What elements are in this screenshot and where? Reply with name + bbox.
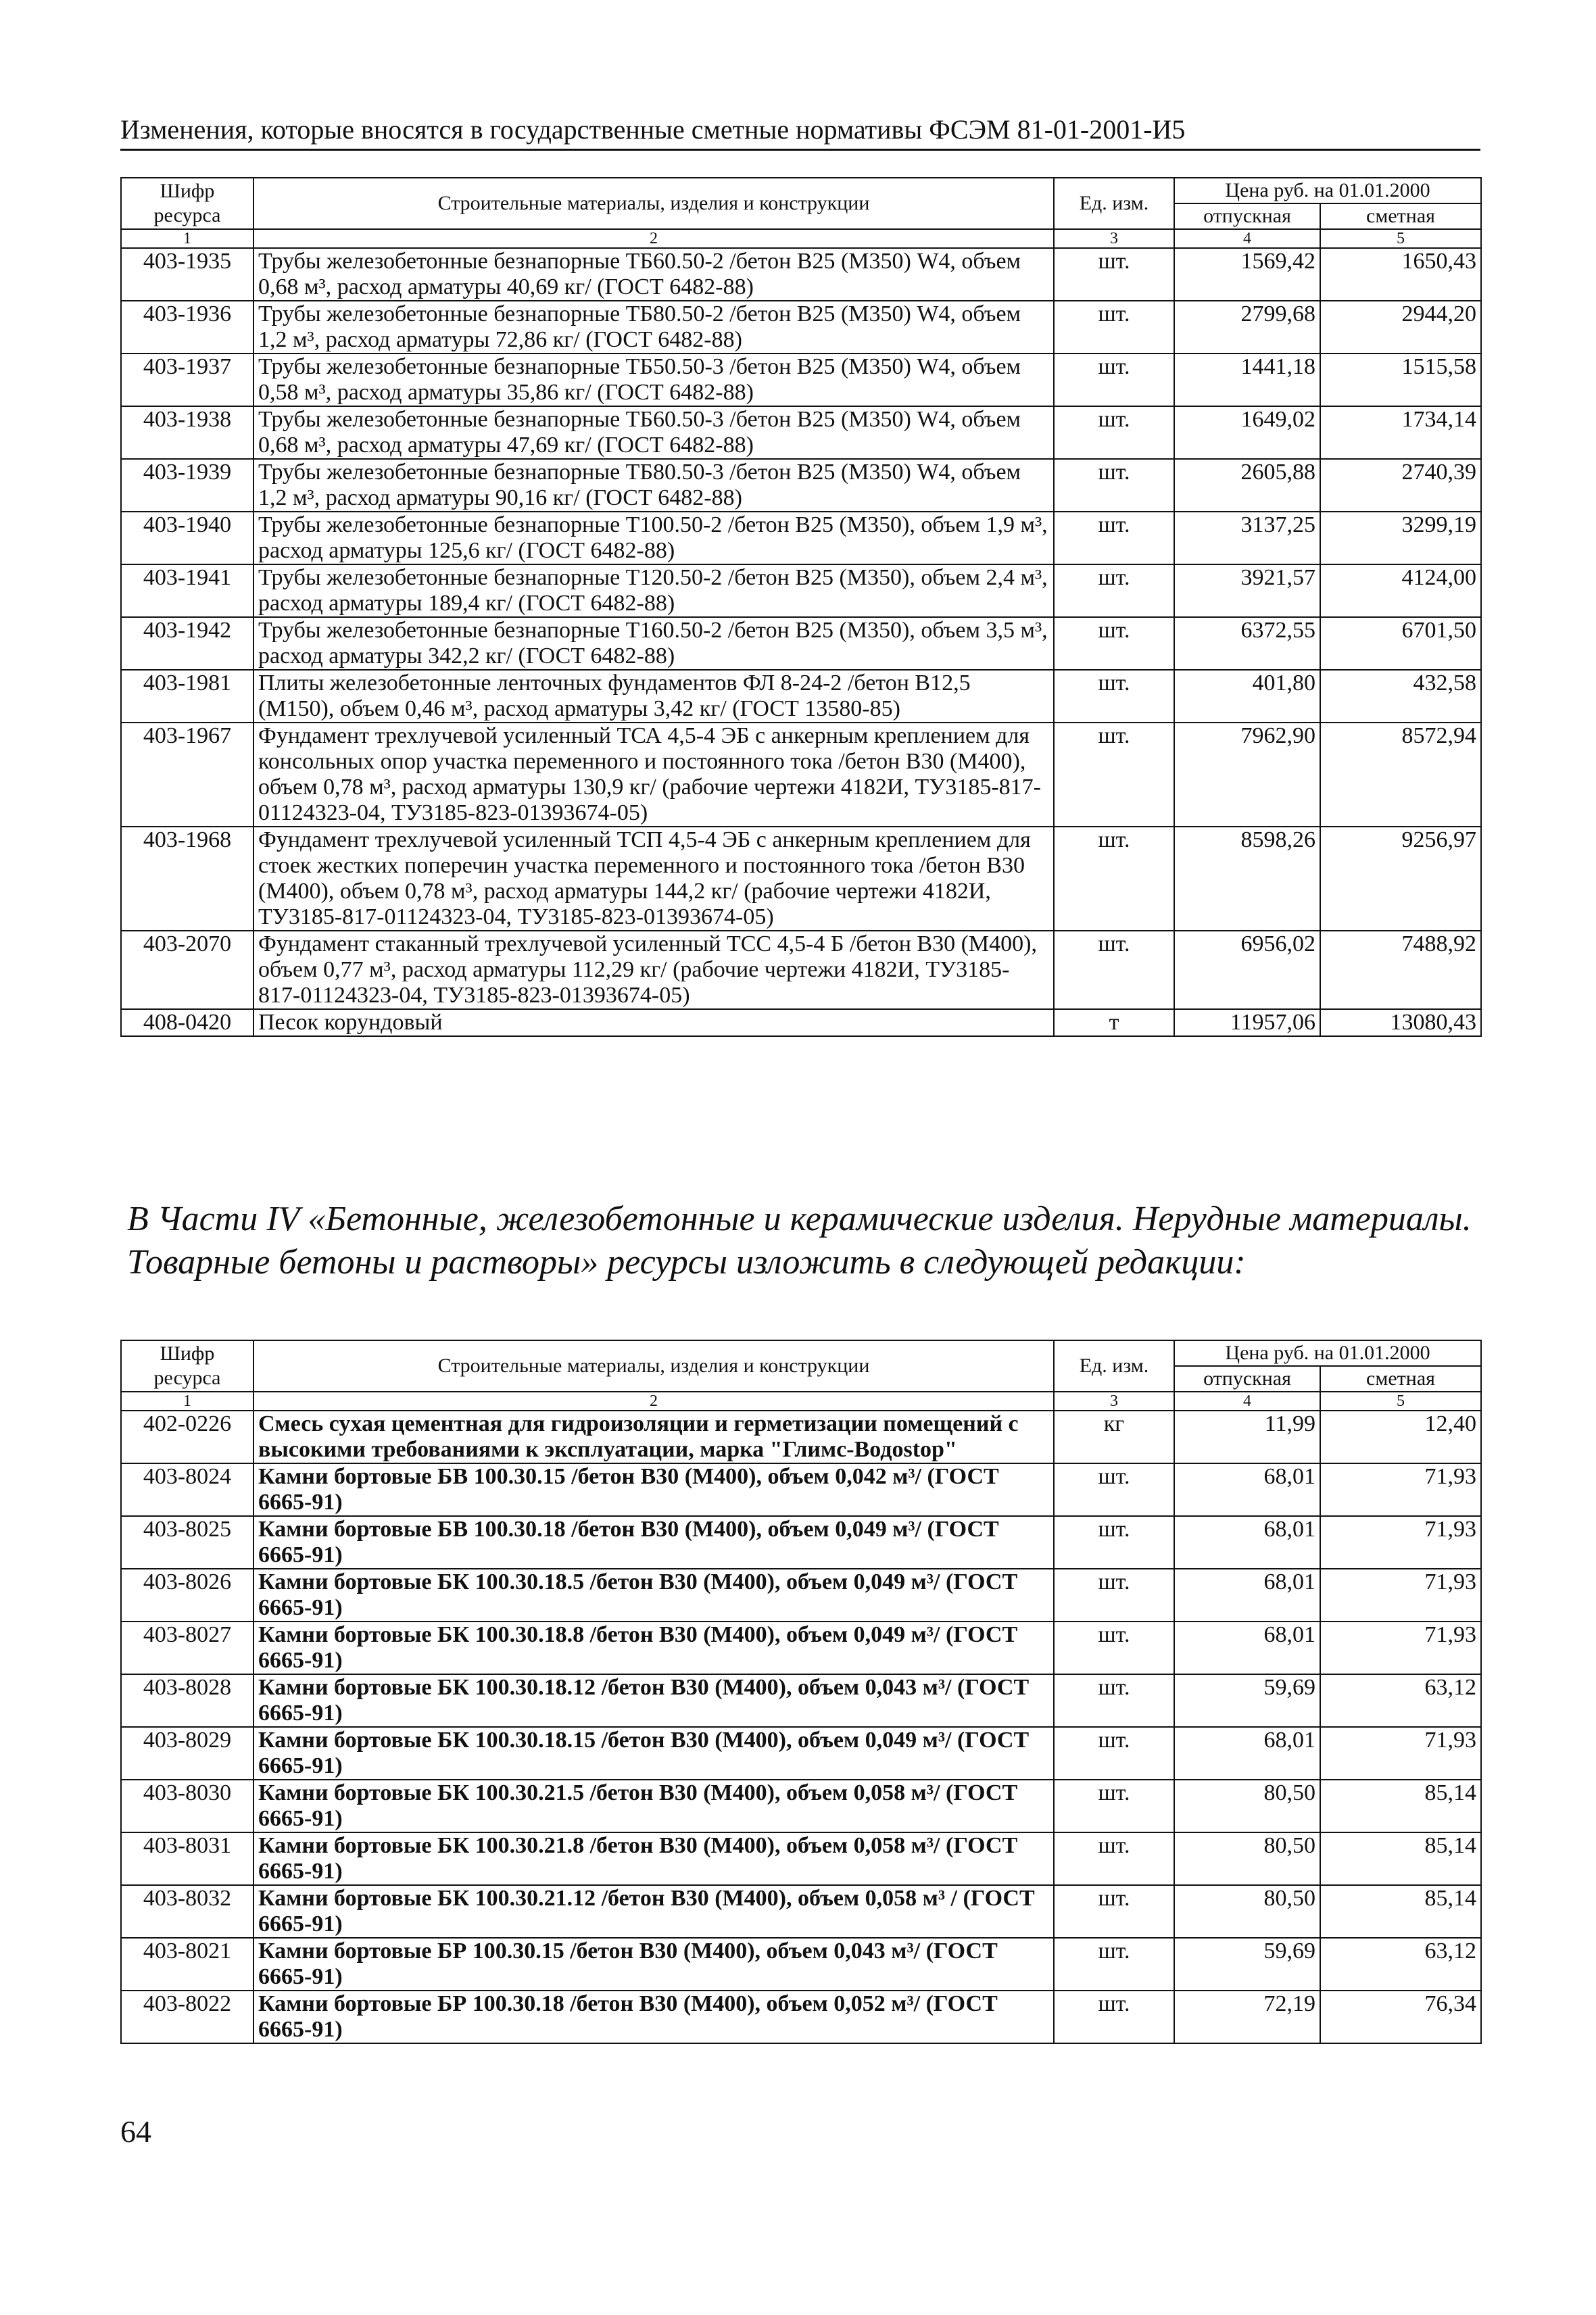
resource-code: 403-8026: [121, 1569, 253, 1622]
resource-unit: шт.: [1054, 1463, 1174, 1516]
resource-code: 403-8028: [121, 1674, 253, 1727]
estimate-price: 71,93: [1320, 1463, 1481, 1516]
release-price: 2799,68: [1174, 301, 1320, 354]
release-price: 68,01: [1174, 1569, 1320, 1622]
resource-table-1: [120, 177, 1482, 1037]
table-row: [121, 512, 1481, 564]
table-row: [121, 723, 1481, 827]
resource-name: Трубы железобетонные безнапорные ТБ50.50-3 /бетон В25 (М350) W4, объем 0,58 м³, расход арматуры 35,86 кг/ (ГОСТ 6482-88): [253, 354, 1054, 406]
resource-name: Камни бортовые БК 100.30.18.8 /бетон В30 (М400), объем 0,049 м³/ (ГОСТ 6665-91): [253, 1622, 1054, 1674]
release-price: 68,01: [1174, 1516, 1320, 1569]
page-header: Изменения, которые вносятся в государственные сметные нормативы ФСЭМ 81-01-2001-И5: [120, 114, 1480, 151]
release-price: 72,19: [1174, 1991, 1320, 2043]
resource-code: 408-0420: [121, 1009, 253, 1036]
table-row: [121, 670, 1481, 723]
table-row: [121, 827, 1481, 931]
estimate-price: 13080,43: [1320, 1009, 1481, 1036]
col-number: 4: [1174, 1392, 1320, 1411]
estimate-price: 6701,50: [1320, 617, 1481, 670]
resource-unit: шт.: [1054, 1938, 1174, 1991]
table-row: [121, 931, 1481, 1009]
col-code-header: Шифр ресурса: [121, 1340, 253, 1392]
resource-name: Камни бортовые БК 100.30.18.5 /бетон В30 (М400), объем 0,049 м³/ (ГОСТ 6665-91): [253, 1569, 1054, 1622]
release-price: 2605,88: [1174, 459, 1320, 512]
resource-code: 403-2070: [121, 931, 253, 1009]
estimate-price: 76,34: [1320, 1991, 1481, 2043]
resource-code: 403-1981: [121, 670, 253, 723]
resource-unit: шт.: [1054, 512, 1174, 564]
resource-unit: т: [1054, 1009, 1174, 1036]
estimate-price: 7488,92: [1320, 931, 1481, 1009]
release-price: 401,80: [1174, 670, 1320, 723]
estimate-price: 71,93: [1320, 1727, 1481, 1780]
resource-name: Камни бортовые БК 100.30.18.15 /бетон В30 (М400), объем 0,049 м³/ (ГОСТ 6665-91): [253, 1727, 1054, 1780]
estimate-price: 71,93: [1320, 1516, 1481, 1569]
resource-unit: шт.: [1054, 564, 1174, 617]
resource-unit: шт.: [1054, 931, 1174, 1009]
table-row: [121, 354, 1481, 406]
resource-name: Фундамент трехлучевой усиленный ТСА 4,5-4 ЭБ с анкерным креплением для консольных опор участка переменного и постоянного тока /бетон В30 (М400), объем 0,78 м³, расход арматуры 130,9 кг/ (рабочие чертежи 4182И, ТУ3185-817-01124323-04, ТУ3185-823-01393674-05): [253, 723, 1054, 827]
col-estimate-header: сметная: [1320, 203, 1481, 229]
resource-code: 403-1936: [121, 301, 253, 354]
table-row: [121, 564, 1481, 617]
resource-code: 403-8021: [121, 1938, 253, 1991]
release-price: 59,69: [1174, 1674, 1320, 1727]
release-price: 7962,90: [1174, 723, 1320, 827]
resource-name: Камни бортовые БК 100.30.21.12 /бетон В30 (М400), объем 0,058 м³ / (ГОСТ 6665-91): [253, 1885, 1054, 1938]
resource-table-2: [120, 1340, 1482, 2044]
resource-unit: шт.: [1054, 1569, 1174, 1622]
table-row: [121, 1780, 1481, 1832]
resource-unit: шт.: [1054, 1674, 1174, 1727]
release-price: 80,50: [1174, 1832, 1320, 1885]
release-price: 8598,26: [1174, 827, 1320, 931]
table-row: [121, 301, 1481, 354]
table-row: [121, 1622, 1481, 1674]
resource-name: Песок корундовый: [253, 1009, 1054, 1036]
resource-unit: шт.: [1054, 827, 1174, 931]
estimate-price: 85,14: [1320, 1832, 1481, 1885]
resource-code: 403-8022: [121, 1991, 253, 2043]
table-row: [121, 1411, 1481, 1463]
resource-code: 402-0226: [121, 1411, 253, 1463]
resource-name: Трубы железобетонные безнапорные Т120.50-2 /бетон В25 (М350), объем 2,4 м³, расход арматуры 189,4 кг/ (ГОСТ 6482-88): [253, 564, 1054, 617]
release-price: 68,01: [1174, 1727, 1320, 1780]
col-release-header: отпускная: [1174, 1366, 1320, 1392]
resource-code: 403-8031: [121, 1832, 253, 1885]
resource-name: Камни бортовые БК 100.30.21.5 /бетон В30 (М400), объем 0,058 м³/ (ГОСТ 6665-91): [253, 1780, 1054, 1832]
table-row: [121, 1832, 1481, 1885]
col-number: 1: [121, 1392, 253, 1411]
resource-unit: шт.: [1054, 301, 1174, 354]
col-name-header: Строительные материалы, изделия и конструкции: [253, 178, 1054, 229]
estimate-price: 2740,39: [1320, 459, 1481, 512]
col-unit-header: Ед. изм.: [1054, 178, 1174, 229]
release-price: 11,99: [1174, 1411, 1320, 1463]
resource-code: 403-8024: [121, 1463, 253, 1516]
col-number: 5: [1320, 229, 1481, 248]
resource-name: Камни бортовые БК 100.30.18.12 /бетон В30 (М400), объем 0,043 м³/ (ГОСТ 6665-91): [253, 1674, 1054, 1727]
table-row: [121, 1938, 1481, 1991]
estimate-price: 9256,97: [1320, 827, 1481, 931]
release-price: 6372,55: [1174, 617, 1320, 670]
resource-code: 403-1967: [121, 723, 253, 827]
release-price: 6956,02: [1174, 931, 1320, 1009]
col-number: 1: [121, 229, 253, 248]
col-number: 5: [1320, 1392, 1481, 1411]
resource-unit: шт.: [1054, 1991, 1174, 2043]
resource-name: Плиты железобетонные ленточных фундаментов ФЛ 8-24-2 /бетон В12,5 (М150), объем 0,46 м³, расход арматуры 3,42 кг/ (ГОСТ 13580-85): [253, 670, 1054, 723]
col-number: 3: [1054, 1392, 1174, 1411]
resource-unit: шт.: [1054, 1780, 1174, 1832]
estimate-price: 1650,43: [1320, 248, 1481, 301]
page-number: 64: [120, 2114, 151, 2149]
resource-code: 403-1968: [121, 827, 253, 931]
table-row: [121, 1009, 1481, 1036]
col-number: 2: [253, 1392, 1054, 1411]
resource-code: 403-8029: [121, 1727, 253, 1780]
release-price: 68,01: [1174, 1622, 1320, 1674]
resource-code: 403-8025: [121, 1516, 253, 1569]
release-price: 1649,02: [1174, 406, 1320, 459]
table-row: [121, 1569, 1481, 1622]
estimate-price: 3299,19: [1320, 512, 1481, 564]
table-row: [121, 1516, 1481, 1569]
release-price: 11957,06: [1174, 1009, 1320, 1036]
resource-unit: шт.: [1054, 1516, 1174, 1569]
resource-unit: шт.: [1054, 723, 1174, 827]
section-note: В Части IV «Бетонные, железобетонные и керамические изделия. Нерудные материалы. Товарные бетоны и растворы» ресурсы изложить в следующей редакции:: [127, 1200, 1472, 1282]
estimate-price: 12,40: [1320, 1411, 1481, 1463]
resource-name: Трубы железобетонные безнапорные ТБ60.50-2 /бетон В25 (М350) W4, объем 0,68 м³, расход арматуры 40,69 кг/ (ГОСТ 6482-88): [253, 248, 1054, 301]
resource-code: 403-1938: [121, 406, 253, 459]
col-number: 2: [253, 229, 1054, 248]
estimate-price: 2944,20: [1320, 301, 1481, 354]
resource-name: Камни бортовые БР 100.30.18 /бетон В30 (М400), объем 0,052 м³/ (ГОСТ 6665-91): [253, 1991, 1054, 2043]
col-unit-header: Ед. изм.: [1054, 1340, 1174, 1392]
resource-unit: шт.: [1054, 617, 1174, 670]
col-name-header: Строительные материалы, изделия и конструкции: [253, 1340, 1054, 1392]
resource-code: 403-8030: [121, 1780, 253, 1832]
estimate-price: 85,14: [1320, 1885, 1481, 1938]
resource-unit: шт.: [1054, 1885, 1174, 1938]
resource-unit: шт.: [1054, 1832, 1174, 1885]
resource-unit: шт.: [1054, 406, 1174, 459]
estimate-price: 432,58: [1320, 670, 1481, 723]
resource-name: Трубы железобетонные безнапорные Т160.50-2 /бетон В25 (М350), объем 3,5 м³, расход арматуры 342,2 кг/ (ГОСТ 6482-88): [253, 617, 1054, 670]
col-number: 3: [1054, 229, 1174, 248]
release-price: 80,50: [1174, 1885, 1320, 1938]
resource-unit: шт.: [1054, 1622, 1174, 1674]
col-estimate-header: сметная: [1320, 1366, 1481, 1392]
table-row: [121, 459, 1481, 512]
table-row: [121, 1885, 1481, 1938]
table-row: [121, 1991, 1481, 2043]
col-price-header: Цена руб. на 01.01.2000: [1174, 178, 1481, 203]
release-price: 3137,25: [1174, 512, 1320, 564]
resource-code: 403-1937: [121, 354, 253, 406]
resource-name: Трубы железобетонные безнапорные ТБ60.50-3 /бетон В25 (М350) W4, объем 0,68 м³, расход арматуры 47,69 кг/ (ГОСТ 6482-88): [253, 406, 1054, 459]
resource-name: Трубы железобетонные безнапорные ТБ80.50-2 /бетон В25 (М350) W4, объем 1,2 м³, расход арматуры 72,86 кг/ (ГОСТ 6482-88): [253, 301, 1054, 354]
estimate-price: 4124,00: [1320, 564, 1481, 617]
estimate-price: 63,12: [1320, 1938, 1481, 1991]
table-row: [121, 1463, 1481, 1516]
resource-name: Фундамент стаканный трехлучевой усиленный ТСС 4,5-4 Б /бетон В30 (М400), объем 0,77 м³, расход арматуры 112,29 кг/ (рабочие чертежи 4182И, ТУ3185-817-01124323-04, ТУ3185-823-01393674-05): [253, 931, 1054, 1009]
resource-name: Камни бортовые БК 100.30.21.8 /бетон В30 (М400), объем 0,058 м³/ (ГОСТ 6665-91): [253, 1832, 1054, 1885]
resource-name: Фундамент трехлучевой усиленный ТСП 4,5-4 ЭБ с анкерным креплением для стоек жестких поперечин участка переменного и постоянного тока /бетон В30 (М400), объем 0,78 м³, расход арматуры 144,2 кг/ (рабочие чертежи 4182И, ТУ3185-817-01124323-04, ТУ3185-823-01393674-05): [253, 827, 1054, 931]
release-price: 80,50: [1174, 1780, 1320, 1832]
resource-unit: шт.: [1054, 354, 1174, 406]
estimate-price: 85,14: [1320, 1780, 1481, 1832]
resource-code: 403-1941: [121, 564, 253, 617]
estimate-price: 1734,14: [1320, 406, 1481, 459]
release-price: 68,01: [1174, 1463, 1320, 1516]
table-row: [121, 1727, 1481, 1780]
estimate-price: 71,93: [1320, 1622, 1481, 1674]
resource-code: 403-1940: [121, 512, 253, 564]
resource-unit: шт.: [1054, 248, 1174, 301]
estimate-price: 63,12: [1320, 1674, 1481, 1727]
estimate-price: 8572,94: [1320, 723, 1481, 827]
release-price: 59,69: [1174, 1938, 1320, 1991]
table-row: [121, 406, 1481, 459]
table-header: [121, 1340, 1481, 1411]
col-release-header: отпускная: [1174, 203, 1320, 229]
resource-code: 403-8032: [121, 1885, 253, 1938]
col-code-header: Шифр ресурса: [121, 178, 253, 229]
resource-name: Смесь сухая цементная для гидроизоляции и герметизации помещений с высокими требованиями к эксплуатации, марка "Глимс-Водоstop": [253, 1411, 1054, 1463]
resource-name: Трубы железобетонные безнапорные Т100.50-2 /бетон В25 (М350), объем 1,9 м³, расход арматуры 125,6 кг/ (ГОСТ 6482-88): [253, 512, 1054, 564]
resource-name: Камни бортовые БВ 100.30.15 /бетон В30 (М400), объем 0,042 м³/ (ГОСТ 6665-91): [253, 1463, 1054, 1516]
table-row: [121, 1674, 1481, 1727]
resource-unit: шт.: [1054, 459, 1174, 512]
estimate-price: 1515,58: [1320, 354, 1481, 406]
resource-unit: шт.: [1054, 670, 1174, 723]
resource-name: Трубы железобетонные безнапорные ТБ80.50-3 /бетон В25 (М350) W4, объем 1,2 м³, расход арматуры 90,16 кг/ (ГОСТ 6482-88): [253, 459, 1054, 512]
resource-code: 403-1942: [121, 617, 253, 670]
resource-code: 403-1935: [121, 248, 253, 301]
release-price: 1569,42: [1174, 248, 1320, 301]
resource-name: Камни бортовые БВ 100.30.18 /бетон В30 (М400), объем 0,049 м³/ (ГОСТ 6665-91): [253, 1516, 1054, 1569]
estimate-price: 71,93: [1320, 1569, 1481, 1622]
table-row: [121, 248, 1481, 301]
table-row: [121, 617, 1481, 670]
col-price-header: Цена руб. на 01.01.2000: [1174, 1340, 1481, 1366]
resource-unit: шт.: [1054, 1727, 1174, 1780]
resource-code: 403-1939: [121, 459, 253, 512]
table-header: [121, 178, 1481, 248]
resource-unit: кг: [1054, 1411, 1174, 1463]
release-price: 1441,18: [1174, 354, 1320, 406]
release-price: 3921,57: [1174, 564, 1320, 617]
col-number: 4: [1174, 229, 1320, 248]
resource-name: Камни бортовые БР 100.30.15 /бетон В30 (М400), объем 0,043 м³/ (ГОСТ 6665-91): [253, 1938, 1054, 1991]
resource-code: 403-8027: [121, 1622, 253, 1674]
